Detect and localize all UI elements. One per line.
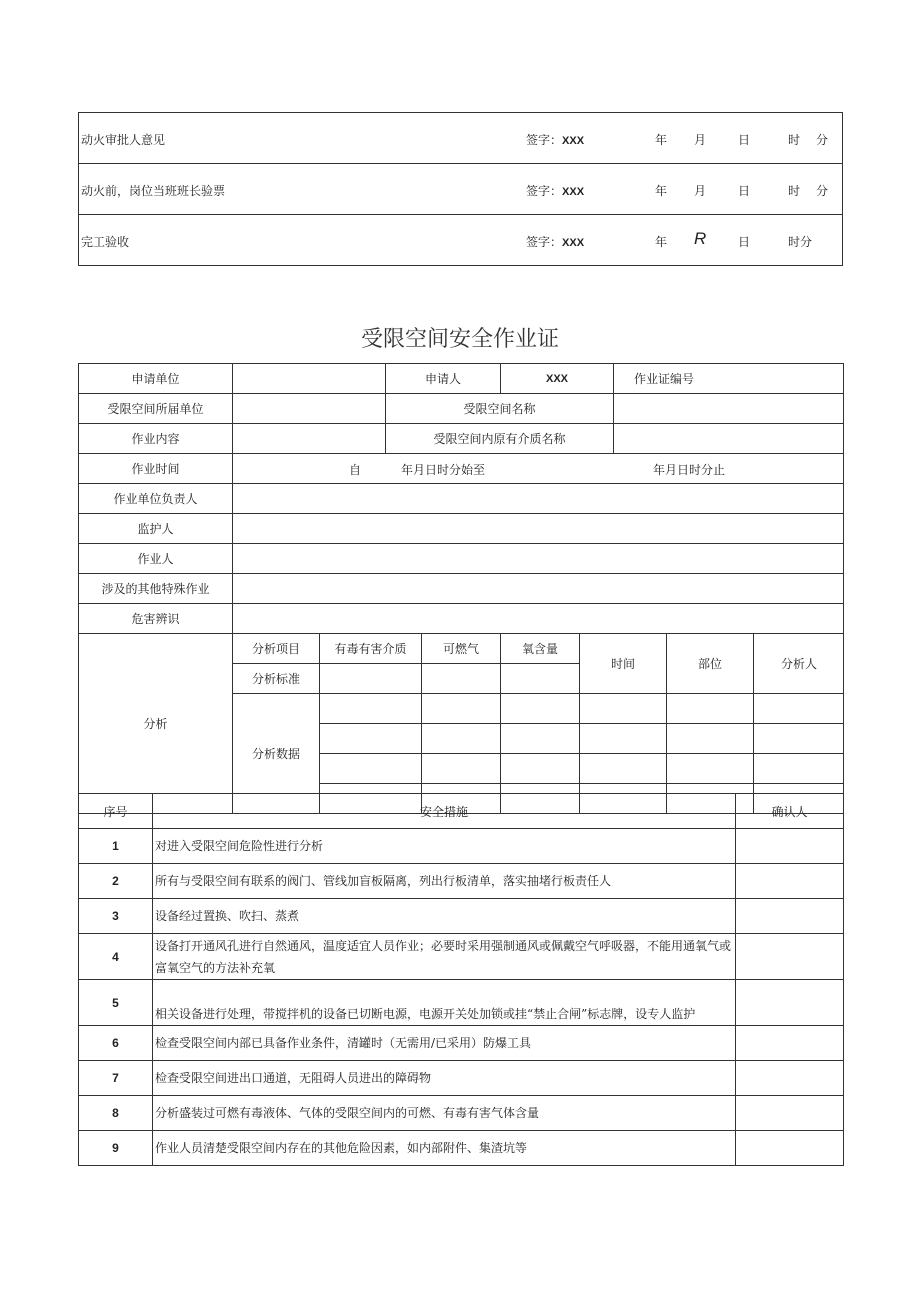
minute-label: 分 xyxy=(816,133,829,147)
measure-text: 检查受限空间进出口通道，无阻碍人员进出的障碍物 xyxy=(153,1061,736,1096)
analysis-cell[interactable] xyxy=(754,694,844,724)
approval-label: 动火审批人意见 xyxy=(81,133,166,147)
day-label: 日 xyxy=(738,235,751,249)
approval-label: 完工验收 xyxy=(81,235,130,249)
guardian-label: 监护人 xyxy=(79,514,233,544)
safety-measures-table xyxy=(78,793,844,1166)
day-label: 日 xyxy=(738,133,751,147)
analysis-cell[interactable] xyxy=(580,754,667,784)
sign-label: 签字： xyxy=(526,184,563,198)
measure-no: 3 xyxy=(79,899,153,934)
measure-no: 9 xyxy=(79,1131,153,1166)
measure-no: 6 xyxy=(79,1026,153,1061)
signer-name: XXX xyxy=(562,135,585,147)
approval-row xyxy=(79,164,843,215)
analysis-section xyxy=(233,634,844,814)
analysis-location-label: 部位 xyxy=(667,634,754,694)
measure-no: 5 xyxy=(79,980,153,1026)
approval-row xyxy=(79,113,843,164)
hour-label: 时 xyxy=(788,133,801,147)
measure-text: 分析盛装过可燃有毒液体、气体的受限空间内的可燃、有毒有害气体含量 xyxy=(153,1096,736,1131)
analysis-cell[interactable] xyxy=(667,694,754,724)
analysis-time-label: 时间 xyxy=(580,634,667,694)
confirm-field[interactable] xyxy=(736,1131,844,1166)
applicant-unit-label: 申请单位 xyxy=(79,364,233,394)
analysis-cell[interactable] xyxy=(754,754,844,784)
work-time-from: 自 xyxy=(349,463,362,477)
permit-table xyxy=(78,363,844,814)
month-label: 月 xyxy=(694,133,707,147)
signature-field xyxy=(526,131,584,148)
measure-no: 7 xyxy=(79,1061,153,1096)
space-name-label: 受限空间名称 xyxy=(386,394,614,424)
analysis-cell[interactable] xyxy=(501,724,580,754)
analysis-cell[interactable] xyxy=(422,754,501,784)
measure-header: 安全措施 xyxy=(153,794,736,829)
signer-name: XXX xyxy=(562,186,585,198)
confirm-field[interactable] xyxy=(736,1026,844,1061)
approval-row xyxy=(79,215,843,266)
analysis-cell[interactable] xyxy=(501,754,580,784)
confirm-field[interactable] xyxy=(736,899,844,934)
unit-lead-field[interactable] xyxy=(233,484,844,514)
applicant-label: 申请人 xyxy=(386,364,501,394)
measure-text: 作业人员清楚受限空间内存在的其他危险因素，如内部附件、集渣坑等 xyxy=(153,1131,736,1166)
measure-text: 对进入受限空间危险性进行分析 xyxy=(153,829,736,864)
minute-label: 分 xyxy=(816,184,829,198)
signature-field xyxy=(526,233,584,250)
month-label: 月 xyxy=(694,184,707,198)
confirm-field[interactable] xyxy=(736,1096,844,1131)
analysis-cell[interactable] xyxy=(501,664,580,694)
analysis-label: 分析 xyxy=(79,634,233,814)
medium-field[interactable] xyxy=(614,424,844,454)
confirm-field[interactable] xyxy=(736,934,844,980)
hazard-label: 危害辨识 xyxy=(79,604,233,634)
worker-label: 作业人 xyxy=(79,544,233,574)
measure-text: 相关设备进行处理，带搅拌机的设备已切断电源，电源开关处加锁或挂“禁止合闸”标志牌，设专人监护 xyxy=(153,980,736,1026)
analysis-cell[interactable] xyxy=(667,754,754,784)
applicant-unit-field[interactable] xyxy=(233,364,386,394)
analysis-cell[interactable] xyxy=(667,724,754,754)
work-time-label: 作业时间 xyxy=(79,454,233,484)
sign-label: 签字： xyxy=(526,133,563,147)
hour-label: 时 xyxy=(788,184,801,198)
unit-lead-label: 作业单位负责人 xyxy=(79,484,233,514)
analysis-cell[interactable] xyxy=(320,664,422,694)
analysis-col-toxic: 有毒有害介质 xyxy=(320,634,422,664)
fire-approval-table xyxy=(78,112,843,266)
special-work-field[interactable] xyxy=(233,574,844,604)
measure-no: 1 xyxy=(79,829,153,864)
document-title: 受限空间安全作业证 xyxy=(360,327,559,352)
day-label: 日 xyxy=(738,184,751,198)
analysis-data-label: 分析数据 xyxy=(233,694,320,814)
analysis-cell[interactable] xyxy=(422,694,501,724)
work-time-end: 年月日时分止 xyxy=(653,463,726,477)
analysis-grid xyxy=(233,634,844,814)
hour-label: 时分 xyxy=(788,235,813,249)
analysis-standard-label: 分析标准 xyxy=(233,664,320,694)
measure-text: 检查受限空间内部已具备作业条件，清罐时（无需用/已采用）防爆工具 xyxy=(153,1026,736,1061)
analysis-cell[interactable] xyxy=(422,664,501,694)
approval-label: 动火前，岗位当班班长验票 xyxy=(81,184,226,198)
guardian-field[interactable] xyxy=(233,514,844,544)
work-content-label: 作业内容 xyxy=(79,424,233,454)
analysis-cell[interactable] xyxy=(320,724,422,754)
year-label: 年 xyxy=(655,235,668,249)
applicant-value[interactable]: XXX xyxy=(501,364,614,394)
signature-field xyxy=(526,182,584,199)
analysis-col-oxygen: 氧含量 xyxy=(501,634,580,664)
signer-name: XXX xyxy=(562,237,585,249)
measure-no: 4 xyxy=(79,934,153,980)
year-label: 年 xyxy=(655,133,668,147)
confirm-field[interactable] xyxy=(736,980,844,1026)
work-content-field[interactable] xyxy=(233,424,386,454)
measure-no: 8 xyxy=(79,1096,153,1131)
analysis-cell[interactable] xyxy=(501,694,580,724)
analysis-cell[interactable] xyxy=(422,724,501,754)
analysis-item-label: 分析项目 xyxy=(233,634,320,664)
month-label: R xyxy=(694,229,707,248)
analyst-label: 分析人 xyxy=(754,634,844,694)
space-owner-field[interactable] xyxy=(233,394,386,424)
measure-text: 设备打开通风孔进行自然通风，温度适宜人员作业；必要时采用强制通风或佩戴空气呼吸器，不能用通氧气或富氧空气的方法补充氧 xyxy=(153,934,736,980)
worker-field[interactable] xyxy=(233,544,844,574)
confirm-field[interactable] xyxy=(736,864,844,899)
analysis-cell[interactable] xyxy=(754,724,844,754)
analysis-cell[interactable] xyxy=(320,754,422,784)
measure-no: 2 xyxy=(79,864,153,899)
space-name-field[interactable] xyxy=(614,394,844,424)
year-label: 年 xyxy=(655,184,668,198)
confirm-field[interactable] xyxy=(736,1061,844,1096)
confirm-field[interactable] xyxy=(736,829,844,864)
analysis-cell[interactable] xyxy=(320,694,422,724)
analysis-cell[interactable] xyxy=(580,724,667,754)
permit-no-label: 作业证编号 xyxy=(614,364,844,394)
work-time-field[interactable] xyxy=(233,454,844,484)
no-header: 序号 xyxy=(79,794,153,829)
work-time-start: 年月日时分始至 xyxy=(401,463,486,477)
measure-text: 设备经过置换、吹扫、蒸煮 xyxy=(153,899,736,934)
special-work-label: 涉及的其他特殊作业 xyxy=(79,574,233,604)
analysis-col-combustible: 可燃气 xyxy=(422,634,501,664)
confirm-header: 确认人 xyxy=(736,794,844,829)
medium-label: 受限空间内原有介质名称 xyxy=(386,424,614,454)
hazard-field[interactable] xyxy=(233,604,844,634)
analysis-cell[interactable] xyxy=(580,694,667,724)
space-owner-label: 受限空间所届单位 xyxy=(79,394,233,424)
measure-text: 所有与受限空间有联系的阀门、管线加盲板隔离，列出行板清单，落实抽堵行板责任人 xyxy=(153,864,736,899)
sign-label: 签字： xyxy=(526,235,563,249)
